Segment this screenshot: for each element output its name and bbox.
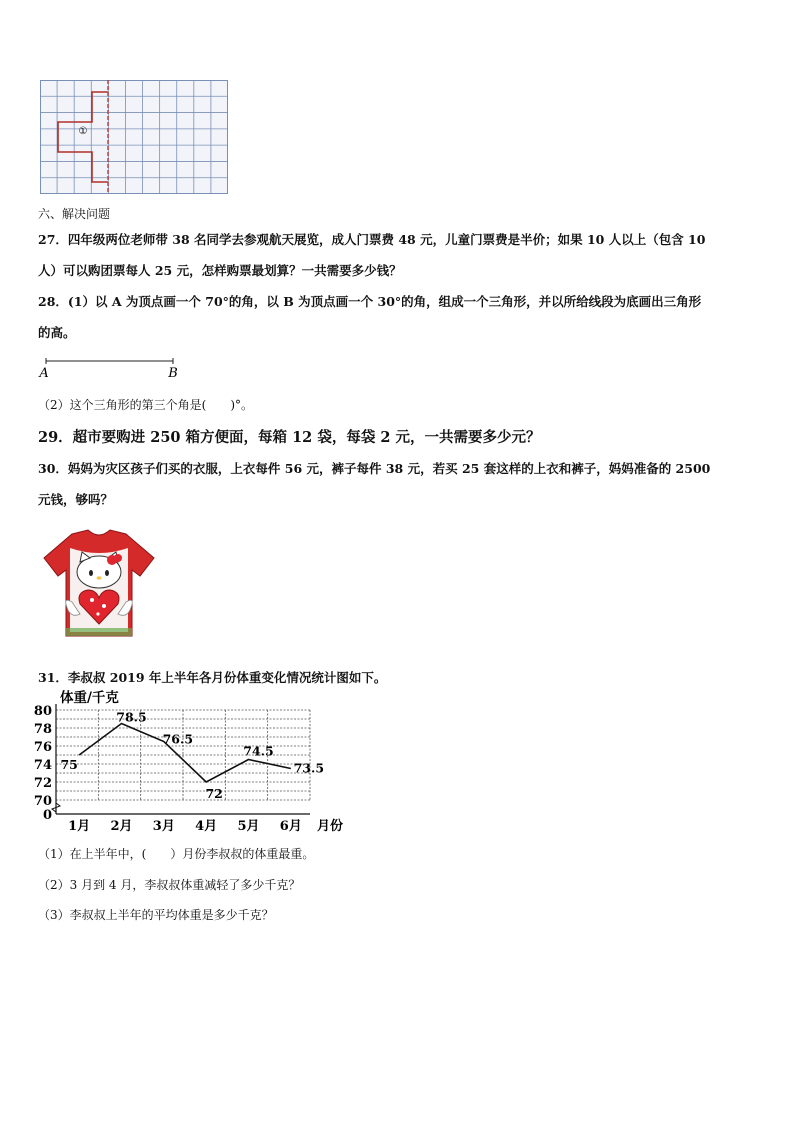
x-tick-label: 5月 xyxy=(237,819,260,834)
q30-line2: 元钱，够吗？ xyxy=(38,492,114,507)
y-tick-label: 72 xyxy=(33,776,52,791)
y-axis-label: 体重/千克 xyxy=(60,690,119,706)
data-label: 74.5 xyxy=(243,743,274,759)
q28-line1: 28．(1）以 A 为顶点画一个 70°的角，以 B 为顶点画一个 30°的角，组成一个三角形，并以所给线段为底画出三角形 xyxy=(38,294,702,309)
grid-figure xyxy=(40,80,228,194)
x-tick-label: 3月 xyxy=(152,819,175,834)
y-tick-label: 0 xyxy=(42,808,52,823)
shirt-image xyxy=(42,528,156,640)
y-tick-label: 70 xyxy=(33,794,52,809)
x-tick-label: 6月 xyxy=(279,819,302,834)
data-label: 78.5 xyxy=(116,709,147,725)
x-axis-label: 月份 xyxy=(316,819,344,834)
q31-sub2: （2）3 月到 4 月，李叔叔体重减轻了多少千克？ xyxy=(38,878,301,892)
y-tick-label: 78 xyxy=(33,722,52,737)
y-tick-label: 80 xyxy=(33,704,52,719)
q31-intro: 31．李叔叔 2019 年上半年各月份体重变化情况统计图如下。 xyxy=(38,670,387,685)
section-title: 六、解决问题 xyxy=(38,207,111,221)
y-tick-label: 76 xyxy=(33,740,52,755)
weight-chart xyxy=(30,686,344,838)
q28-sub2: （2）这个三角形的第三个角是( )°。 xyxy=(38,398,253,412)
point-a-label: A xyxy=(39,366,49,381)
q29: 29．超市要购进 250 箱方便面，每箱 12 袋，每袋 2 元，一共需要多少元？ xyxy=(38,429,541,446)
y-tick-label: 74 xyxy=(33,758,52,773)
weight-chart-svg xyxy=(30,686,344,838)
x-tick-label: 4月 xyxy=(195,819,218,834)
x-tick-label: 2月 xyxy=(110,819,133,834)
q28-line2: 的高。 xyxy=(38,325,76,340)
data-label: 73.5 xyxy=(293,760,325,776)
data-label: 76.5 xyxy=(162,731,194,747)
q30-line1: 30．妈妈为灾区孩子们买的衣服，上衣每件 56 元，裤子每件 38 元，若买 25 套这样的上衣和裤子，妈妈准备的 2500 xyxy=(38,461,711,476)
q31-sub1: （1）在上半年中，( ）月份李叔叔的体重最重。 xyxy=(38,847,315,861)
shape-label: ① xyxy=(78,126,88,137)
point-b-label: B xyxy=(168,366,178,381)
segment-ab xyxy=(40,354,190,382)
q27-line2: 人）可以购团票每人 25 元，怎样购票最划算？一共需要多少钱？ xyxy=(38,263,402,278)
grid-figure-svg xyxy=(40,80,228,194)
q27-line1: 27．四年级两位老师带 38 名同学去参观航天展览，成人门票费 48 元，儿童门票费是半价；如果 10 人以上（包含 10 xyxy=(38,232,706,247)
x-tick-label: 1月 xyxy=(68,819,91,834)
data-label: 75 xyxy=(60,757,78,772)
q31-sub3: （3）李叔叔上半年的平均体重是多少千克？ xyxy=(38,908,274,922)
data-label: 72 xyxy=(205,786,223,801)
